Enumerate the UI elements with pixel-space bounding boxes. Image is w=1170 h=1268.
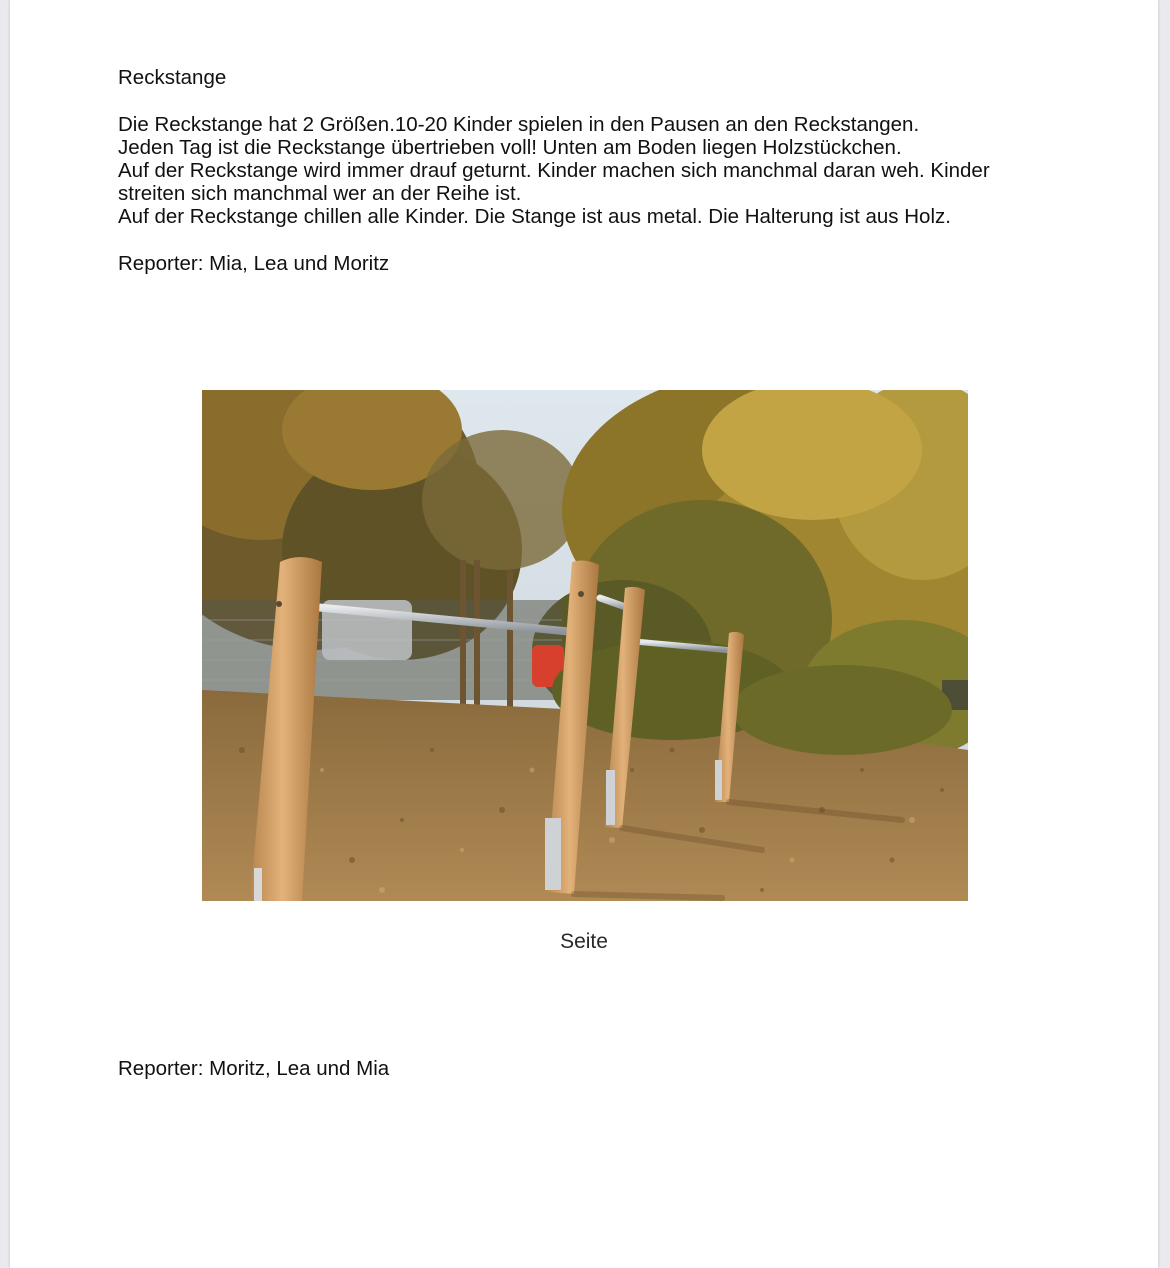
document-title: Reckstange <box>118 66 227 89</box>
reporter-credit-top: Reporter: Mia, Lea und Moritz <box>118 252 390 275</box>
document-page <box>10 0 1158 1268</box>
reporter-credit-bottom: Reporter: Moritz, Lea und Mia <box>118 1057 390 1080</box>
paragraph-line: streiten sich manchmal wer an der Reihe ist. <box>118 182 522 205</box>
paragraph-line: Jeden Tag ist die Reckstange übertrieben voll! Unten am Boden liegen Holzstückchen. <box>118 136 902 159</box>
paragraph-line: Die Reckstange hat 2 Größen.10-20 Kinder spielen in den Pausen an den Reckstangen. <box>118 113 920 136</box>
photo-illustration <box>202 390 968 901</box>
paragraph-line: Auf der Reckstange wird immer drauf geturnt. Kinder machen sich manchmal daran weh. Kinder <box>118 159 990 182</box>
playground-horizontal-bars-photo <box>202 390 968 901</box>
document-paragraph <box>118 113 990 228</box>
paragraph-line: Auf der Reckstange chillen alle Kinder. Die Stange ist aus metal. Die Halterung ist aus Holz. <box>118 205 951 228</box>
image-caption: Seite <box>560 930 608 953</box>
